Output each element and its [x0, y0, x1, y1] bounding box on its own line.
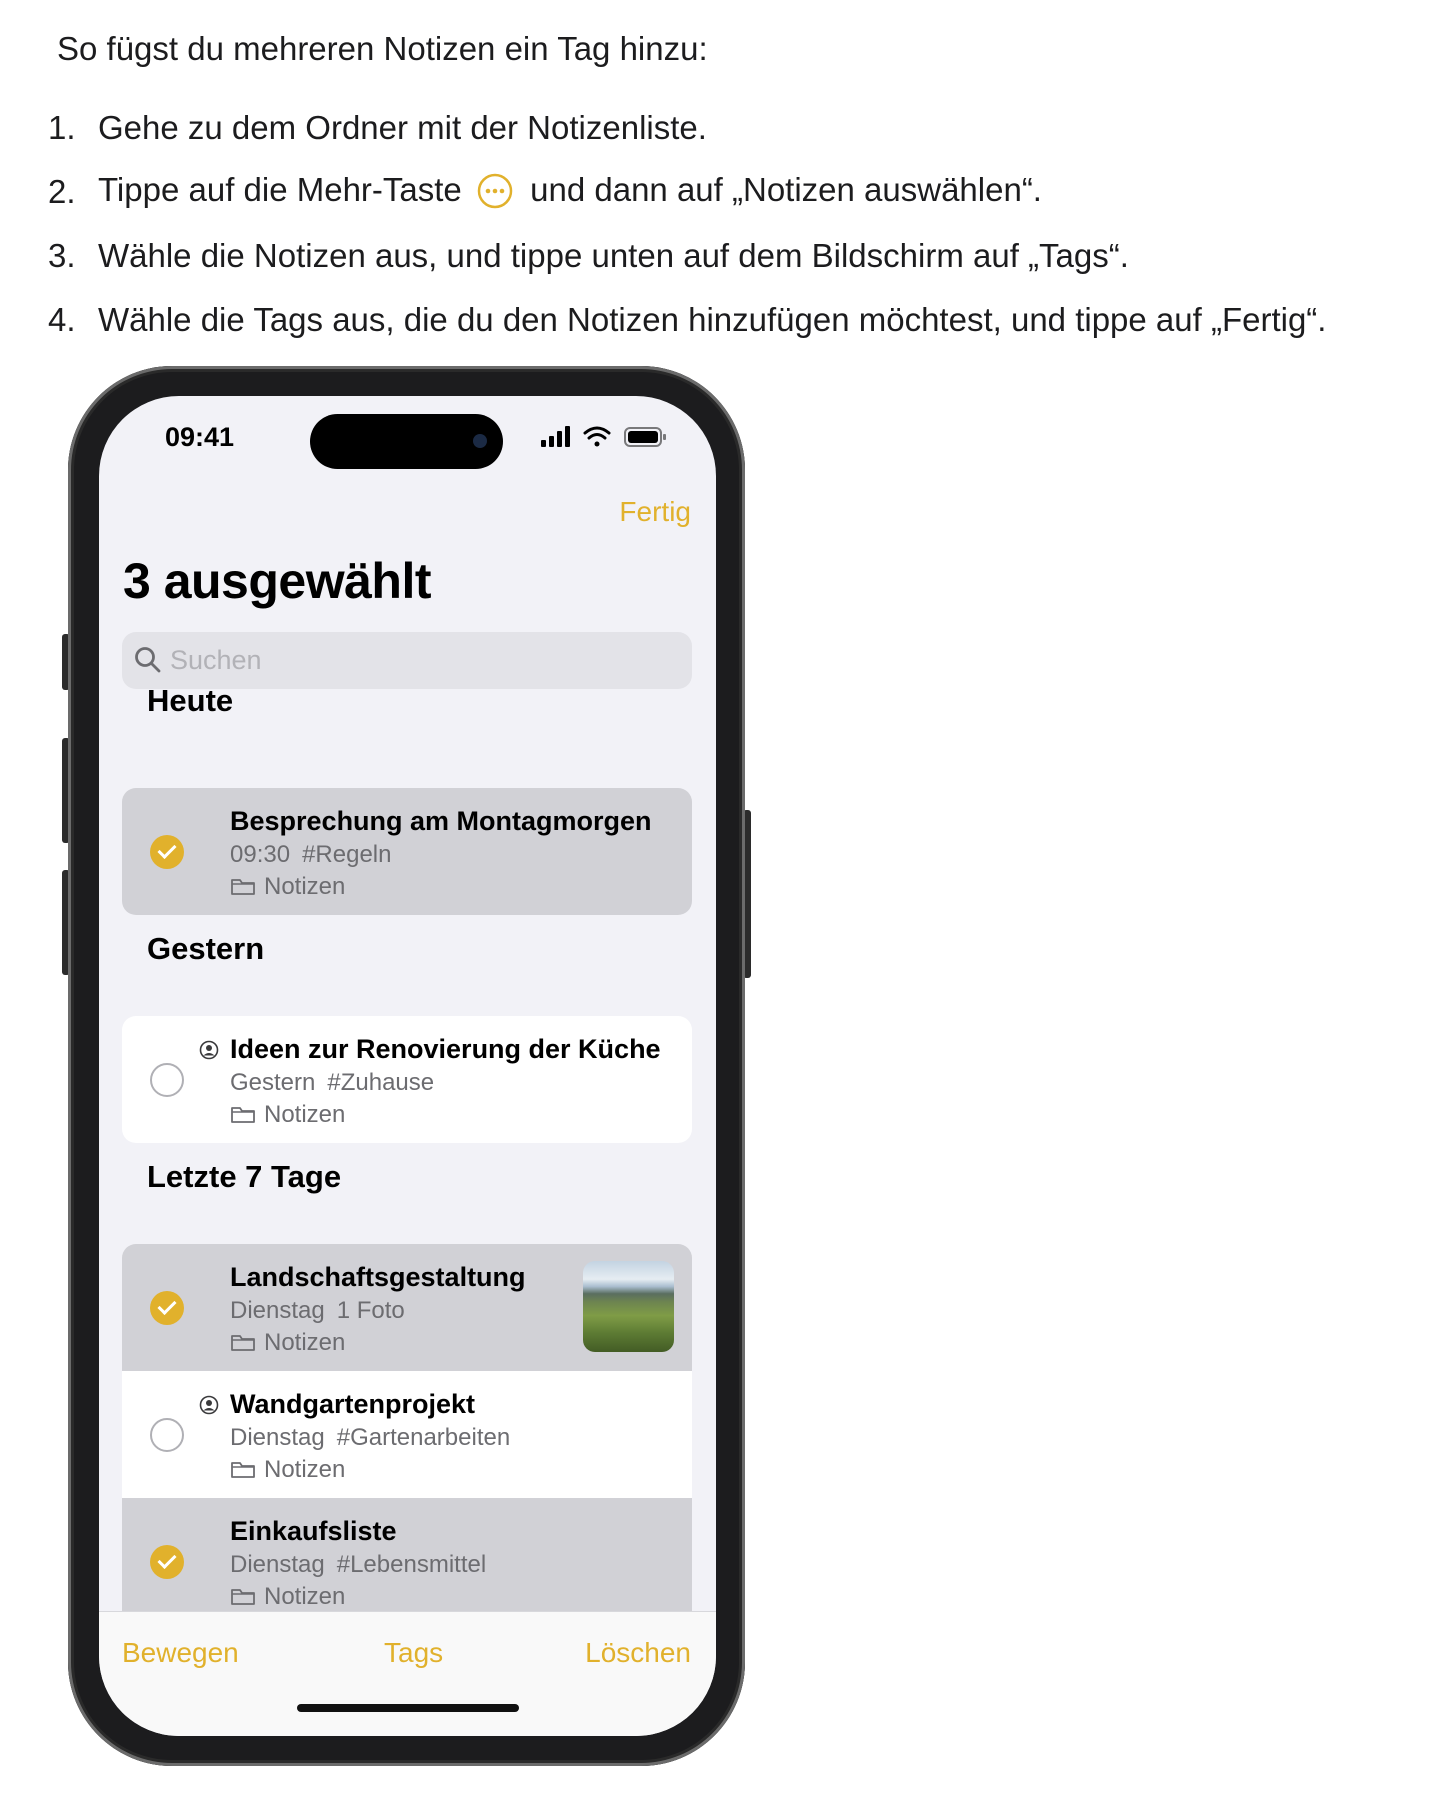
status-time: 09:41	[165, 422, 235, 452]
note-row[interactable]	[122, 1498, 692, 1611]
shared-person-icon	[199, 1395, 219, 1415]
checkmark-circle-icon[interactable]	[150, 835, 184, 869]
step-item	[48, 96, 1418, 160]
step-text-after: und dann auf „Notizen auswählen“.	[530, 171, 1042, 209]
step-number: 3.	[48, 237, 76, 274]
search-icon	[134, 646, 162, 674]
bottom-toolbar	[99, 1611, 716, 1736]
note-folder	[230, 1101, 345, 1129]
more-icon	[477, 173, 513, 209]
step-text: Gehe zu dem Ordner mit der Notizenliste.	[98, 109, 707, 146]
search-bar[interactable]	[122, 632, 692, 689]
step-item	[48, 160, 1418, 224]
page-title: 3 ausgewählt	[123, 553, 431, 609]
move-button[interactable]: Bewegen	[122, 1637, 239, 1668]
folder-icon	[230, 1459, 256, 1479]
note-folder-name: Notizen	[264, 1583, 346, 1610]
wifi-icon	[585, 428, 609, 447]
signal-icon	[541, 426, 570, 447]
note-meta	[230, 1069, 434, 1097]
step-item	[48, 288, 1418, 352]
step-text: Wähle die Notizen aus, und tippe unten auf dem Bildschirm auf „Tags“.	[98, 237, 1129, 274]
note-detail: #Lebensmittel	[336, 1551, 487, 1578]
section-title-yesterday: Gestern	[147, 931, 265, 966]
folder-icon	[230, 1332, 256, 1352]
note-date: Dienstag	[230, 1424, 325, 1451]
shared-person-icon	[199, 1040, 219, 1060]
note-title: Besprechung am Montagmorgen	[230, 806, 652, 836]
folder-icon	[230, 876, 256, 896]
section-title-today: Heute	[147, 683, 234, 718]
folder-icon	[230, 1104, 256, 1124]
note-row[interactable]	[122, 1371, 692, 1498]
note-date: 09:30	[230, 841, 291, 868]
step-number: 4.	[48, 301, 76, 338]
note-title: Landschaftsgestaltung	[230, 1262, 526, 1292]
step-item	[48, 224, 1418, 288]
step-text	[98, 171, 1042, 212]
note-title: Wandgartenprojekt	[230, 1389, 476, 1419]
landscape-photo-thumbnail	[583, 1261, 674, 1352]
done-button[interactable]: Fertig	[619, 496, 691, 527]
step-text-before: Tippe auf die Mehr-Taste	[98, 171, 462, 209]
checkmark-circle-icon[interactable]	[150, 1545, 184, 1579]
note-detail: #Gartenarbeiten	[336, 1424, 511, 1451]
section-last-7-days-list	[122, 1244, 692, 1611]
tags-button[interactable]: Tags	[384, 1637, 444, 1668]
phone-screen	[99, 396, 716, 1736]
section-yesterday-list	[122, 1016, 692, 1143]
note-folder	[230, 1583, 345, 1611]
search-input[interactable]	[170, 632, 670, 689]
home-indicator[interactable]	[297, 1704, 519, 1712]
note-folder	[230, 873, 345, 901]
note-folder-name: Notizen	[264, 873, 346, 900]
checkmark-circle-icon[interactable]	[150, 1291, 184, 1325]
note-folder-name: Notizen	[264, 1456, 346, 1483]
steps-list	[48, 96, 1418, 352]
note-date: Dienstag	[230, 1297, 325, 1324]
note-meta	[230, 841, 391, 869]
section-today-list	[122, 788, 692, 915]
folder-icon	[230, 1586, 256, 1606]
camera-icon	[473, 434, 487, 448]
section-title-last-7-days: Letzte 7 Tage	[147, 1159, 342, 1194]
empty-circle-icon[interactable]	[150, 1063, 184, 1097]
note-title: Einkaufsliste	[230, 1516, 397, 1546]
step-number: 1.	[48, 109, 76, 146]
note-folder	[230, 1456, 345, 1484]
note-date: Gestern	[230, 1069, 316, 1096]
note-folder-name: Notizen	[264, 1101, 346, 1128]
note-folder-name: Notizen	[264, 1329, 346, 1356]
note-title: Ideen zur Renovierung der Küche	[230, 1034, 661, 1064]
intro-text: So fügst du mehreren Notizen ein Tag hinzu:	[57, 30, 708, 67]
note-row[interactable]	[122, 788, 692, 915]
note-detail: #Zuhause	[327, 1069, 435, 1096]
note-folder	[230, 1329, 345, 1357]
step-text: Wähle die Tags aus, die du den Notizen hinzufügen möchtest, und tippe auf „Fertig“.	[98, 301, 1327, 338]
status-icons	[541, 425, 671, 449]
note-meta	[230, 1424, 510, 1452]
dynamic-island	[310, 414, 503, 469]
note-detail: #Regeln	[302, 841, 392, 868]
note-date: Dienstag	[230, 1551, 325, 1578]
delete-button[interactable]: Löschen	[585, 1637, 691, 1668]
battery-icon	[625, 428, 666, 446]
note-row[interactable]	[122, 1016, 692, 1143]
empty-circle-icon[interactable]	[150, 1418, 184, 1452]
step-number: 2.	[48, 173, 76, 210]
note-detail: 1 Foto	[336, 1297, 405, 1324]
note-meta	[230, 1297, 405, 1325]
note-meta	[230, 1551, 486, 1579]
note-row[interactable]	[122, 1244, 692, 1371]
